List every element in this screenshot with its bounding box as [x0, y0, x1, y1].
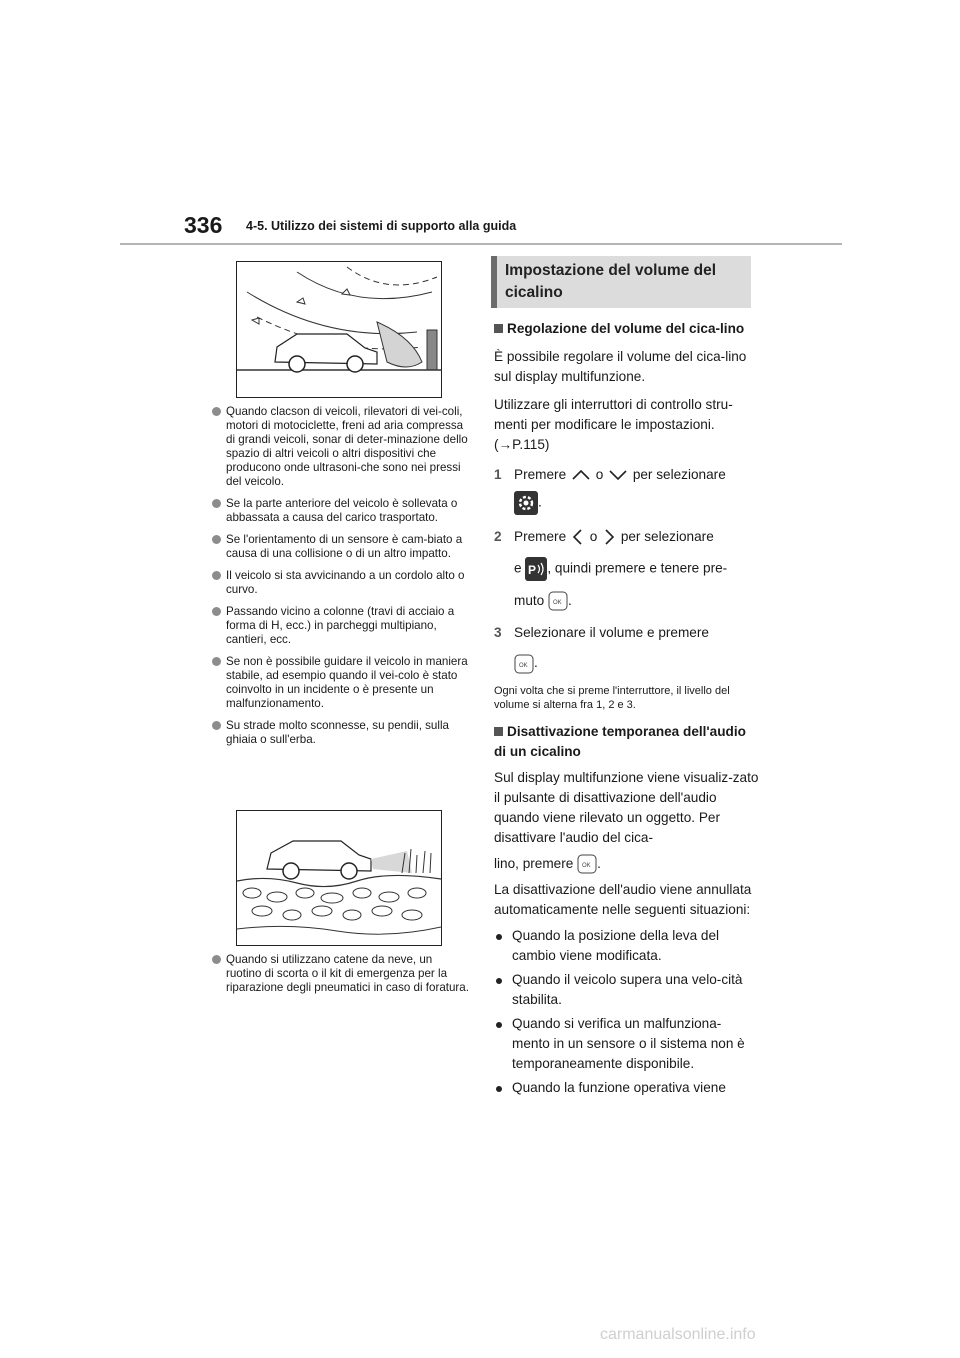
parking-sensor-icon	[525, 557, 547, 581]
svg-text:OK: OK	[553, 600, 562, 607]
bullet-icon	[212, 721, 221, 730]
list-item: Se la parte anteriore del veicolo è sollevata o abbassata a causa del carico trasportato.	[212, 497, 470, 525]
ok-button-icon	[514, 654, 534, 674]
header-divider	[120, 243, 842, 245]
bullet-icon	[496, 978, 502, 984]
illustration-rough-terrain	[236, 810, 442, 946]
section-heading	[491, 256, 751, 308]
footer-watermark: carmanualsonline.info	[600, 1326, 756, 1343]
list-item: Quando clacson di veicoli, rilevatori di vei-coli, motori di motociclette, freni ad aria compressa di grandi veicoli, sonar di deter-minazione dello spazio di altri veicoli o altri dispositivi che producono onde ultrasoni-che sono nei pressi del veicolo.	[212, 405, 470, 489]
bullet-icon	[496, 1022, 502, 1028]
square-bullet-icon	[494, 324, 503, 333]
bullet-icon	[496, 1086, 502, 1092]
settings-gear-icon	[514, 491, 538, 515]
chevron-up-icon	[570, 468, 592, 482]
subheading-mute: Disattivazione temporanea dell'audio di un cicalino	[494, 723, 746, 759]
svg-text:OK: OK	[519, 662, 528, 669]
chevron-left-icon	[570, 528, 586, 546]
ok-button-icon	[548, 591, 568, 611]
mute-cancel-conditions	[494, 926, 759, 1098]
list-item: Se l'orientamento di un sensore è cam-biato a causa di una collisione o di un altro impatto.	[212, 533, 470, 561]
heading-bar	[491, 256, 497, 308]
list-item: Quando il veicolo supera una velo-cità stabilita.	[494, 970, 759, 1010]
paragraph: È possibile regolare il volume del cica-lino sul display multifunzione.	[494, 349, 747, 384]
paragraph: Utilizzare gli interruttori di controllo stru-menti per modificare le impostazioni. (→P.115)	[494, 397, 733, 452]
step-1: 1 Premere o per selezionare	[494, 467, 726, 482]
illustration-ultrasonic-noise	[236, 261, 442, 398]
svg-text:OK: OK	[582, 863, 591, 870]
page-reference: (→P.115)	[494, 437, 550, 452]
square-bullet-icon	[494, 727, 503, 736]
list-item: Quando la posizione della leva del cambio viene modificata.	[494, 926, 759, 966]
svg-text:P: P	[528, 563, 537, 577]
paragraph: lino, premere OK .	[494, 854, 759, 874]
step-3: 3 Selezionare il volume e premere	[494, 625, 709, 641]
step-2: 2 Premere o per selezionare	[494, 527, 759, 547]
list-item: Il veicolo si sta avvicinando a un cordolo alto o curvo.	[212, 569, 470, 597]
list-item: Passando vicino a colonne (travi di acciaio a forma di H, ecc.) in parcheggi multipiano, cantieri, ecc.	[212, 605, 470, 647]
list-item: Se non è possibile guidare il veicolo in maniera stabile, ad esempio quando il vei-colo è stato coinvolto in un incidente o è presente un malfunzionamento.	[212, 655, 470, 711]
list-item: Su strade molto sconnesse, su pendii, sulla ghiaia o sull'erba.	[212, 719, 470, 747]
chevron-down-icon	[607, 468, 629, 482]
section-heading-text: Impostazione del volume del cicalino	[505, 262, 717, 301]
list-item: Quando la funzione operativa viene	[494, 1078, 759, 1098]
bullet-icon	[212, 571, 221, 580]
condition-list-1	[212, 405, 470, 755]
ok-button-icon	[577, 854, 597, 874]
list-item: Quando si verifica un malfunziona-mento in un sensore o il sistema non è temporaneamente disponibile.	[494, 1014, 759, 1074]
section-title: 4-5. Utilizzo dei sistemi di supporto alla guida	[246, 219, 517, 233]
bullet-icon	[212, 499, 221, 508]
bullet-icon	[212, 607, 221, 616]
chevron-right-icon	[601, 528, 617, 546]
paragraph: Sul display multifunzione viene visualiz-zato il pulsante di disattivazione dell'audio quando viene rilevato un oggetto. Per disattivare l'audio del cica-	[494, 769, 759, 845]
subheading-volume: Regolazione del volume del cica-lino	[494, 319, 759, 339]
right-column: Regolazione del volume del cica-lino È possibile regolare il volume del cica-lino sul display multifunzione. Utilizzare gli interruttori di controllo stru-menti per modificare le impostazioni. (→P.115) 1 Premere o per selezionare . 2 Premere o per selezionare e P , quindi premere e tenere pre- muto OK . 3 Selezionare il volume e premere OK . Ogni volta che si preme l'interruttore, il livello del volume si alterna fra 1, 2 e 3. Disattivazione temporanea dell'audio di un cicalino Sul display multifunzione viene visualiz-zato il pulsante di disattivazione dell'audio quando viene rilevato un oggetto. Per disattivare l'audio del cica- lino, premere OK . La disattivazione dell'audio viene annullata automaticamente nelle seguenti situazioni: Quando la posizione della leva del cambio viene modificata. Quando il veicolo supera una velo-cità stabilita. Quando si verifica un malfunziona-mento in un sensore o il sistema non è temporaneamente disponibile. Quando la funzione operativa viene	[494, 319, 759, 1098]
bullet-icon	[212, 955, 221, 964]
page-number: 336	[184, 212, 223, 238]
note: Ogni volta che si preme l'interruttore, il livello del volume si alterna fra 1, 2 e 3.	[494, 684, 730, 711]
paragraph: La disattivazione dell'audio viene annullata automaticamente nelle seguenti situazioni:	[494, 882, 752, 918]
list-item: Quando si utilizzano catene da neve, un ruotino di scorta o il kit di emergenza per la riparazione degli pneumatici in caso di foratura.	[212, 953, 470, 995]
bullet-icon	[212, 407, 221, 416]
bullet-icon	[212, 657, 221, 666]
condition-list-2	[212, 953, 470, 1003]
bullet-icon	[212, 535, 221, 544]
bullet-icon	[496, 934, 502, 940]
